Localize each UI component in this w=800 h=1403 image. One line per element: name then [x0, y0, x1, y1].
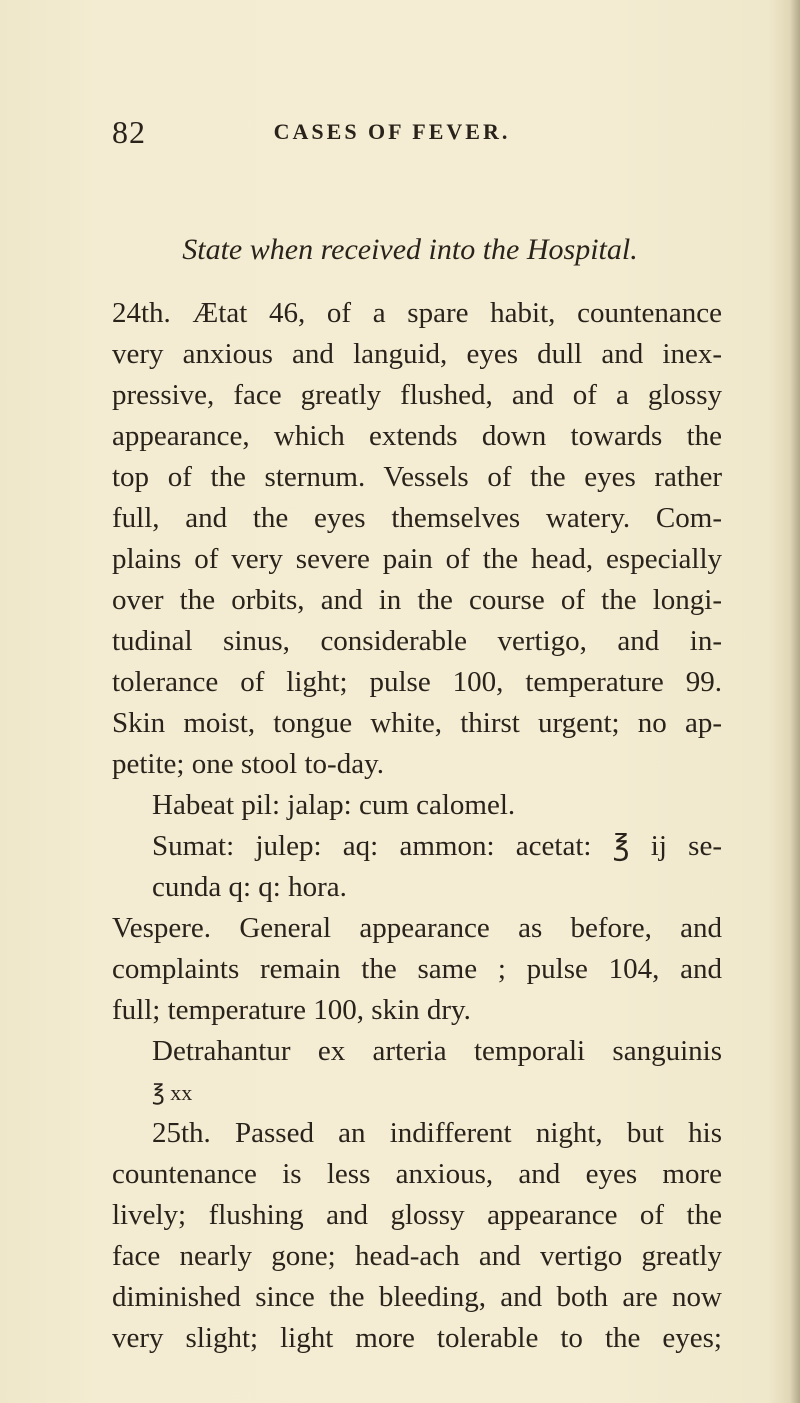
text-line: Skin moist, tongue white, thirst urgent; no ap-: [112, 707, 722, 739]
prescription-dose: ℥ xx: [152, 1080, 193, 1105]
page-header: [112, 112, 672, 152]
text-line: tolerance of light; pulse 100, temperature 99.: [112, 666, 722, 698]
page-number: 82: [112, 114, 146, 150]
running-head: CASES OF FEVER.: [273, 119, 511, 144]
text-line: complaints remain the same ; pulse 104, and: [112, 953, 722, 985]
text-line: very anxious and languid, eyes dull and inex-: [112, 338, 722, 370]
page-edge-shadow: [790, 0, 800, 1403]
text-line: lively; flushing and glossy appearance of the: [112, 1199, 722, 1231]
prescription-line: Habeat pil: jalap: cum calomel.: [152, 789, 516, 821]
text-line: full, and the eyes themselves watery. Com-: [112, 502, 722, 534]
text-line: diminished since the bleeding, and both are now: [112, 1281, 722, 1313]
text-line: Vespere. General appearance as before, and: [112, 912, 722, 944]
prescription-line: Sumat: julep: aq: ammon: acetat: ℥ ij se-: [152, 830, 722, 862]
text-line: very slight; light more tolerable to the eyes;: [112, 1322, 722, 1354]
section-title: State when received into the Hospital.: [182, 233, 638, 266]
text-line: full; temperature 100, skin dry.: [112, 994, 471, 1026]
text-line: appearance, which extends down towards the: [112, 420, 722, 452]
text-line: face nearly gone; head-ach and vertigo greatly: [112, 1240, 722, 1272]
text-line: countenance is less anxious, and eyes more: [112, 1158, 722, 1190]
text-line: over the orbits, and in the course of the longi-: [112, 584, 722, 616]
text-line: pressive, face greatly flushed, and of a glossy: [112, 379, 722, 411]
text-line: 25th. Passed an indifferent night, but his: [152, 1117, 722, 1149]
text-line: plains of very severe pain of the head, especially: [112, 543, 722, 575]
prescription-line: Detrahantur ex arteria temporali sanguinis: [152, 1035, 722, 1067]
text-line: petite; one stool to-day.: [112, 748, 384, 780]
prescription-line: cunda q: q: hora.: [152, 871, 347, 903]
text-line: tudinal sinus, considerable vertigo, and in-: [112, 625, 722, 657]
text-line: 24th. Ætat 46, of a spare habit, countenance: [112, 297, 722, 329]
text-line: top of the sternum. Vessels of the eyes rather: [112, 461, 722, 493]
case-text: [112, 293, 722, 1359]
